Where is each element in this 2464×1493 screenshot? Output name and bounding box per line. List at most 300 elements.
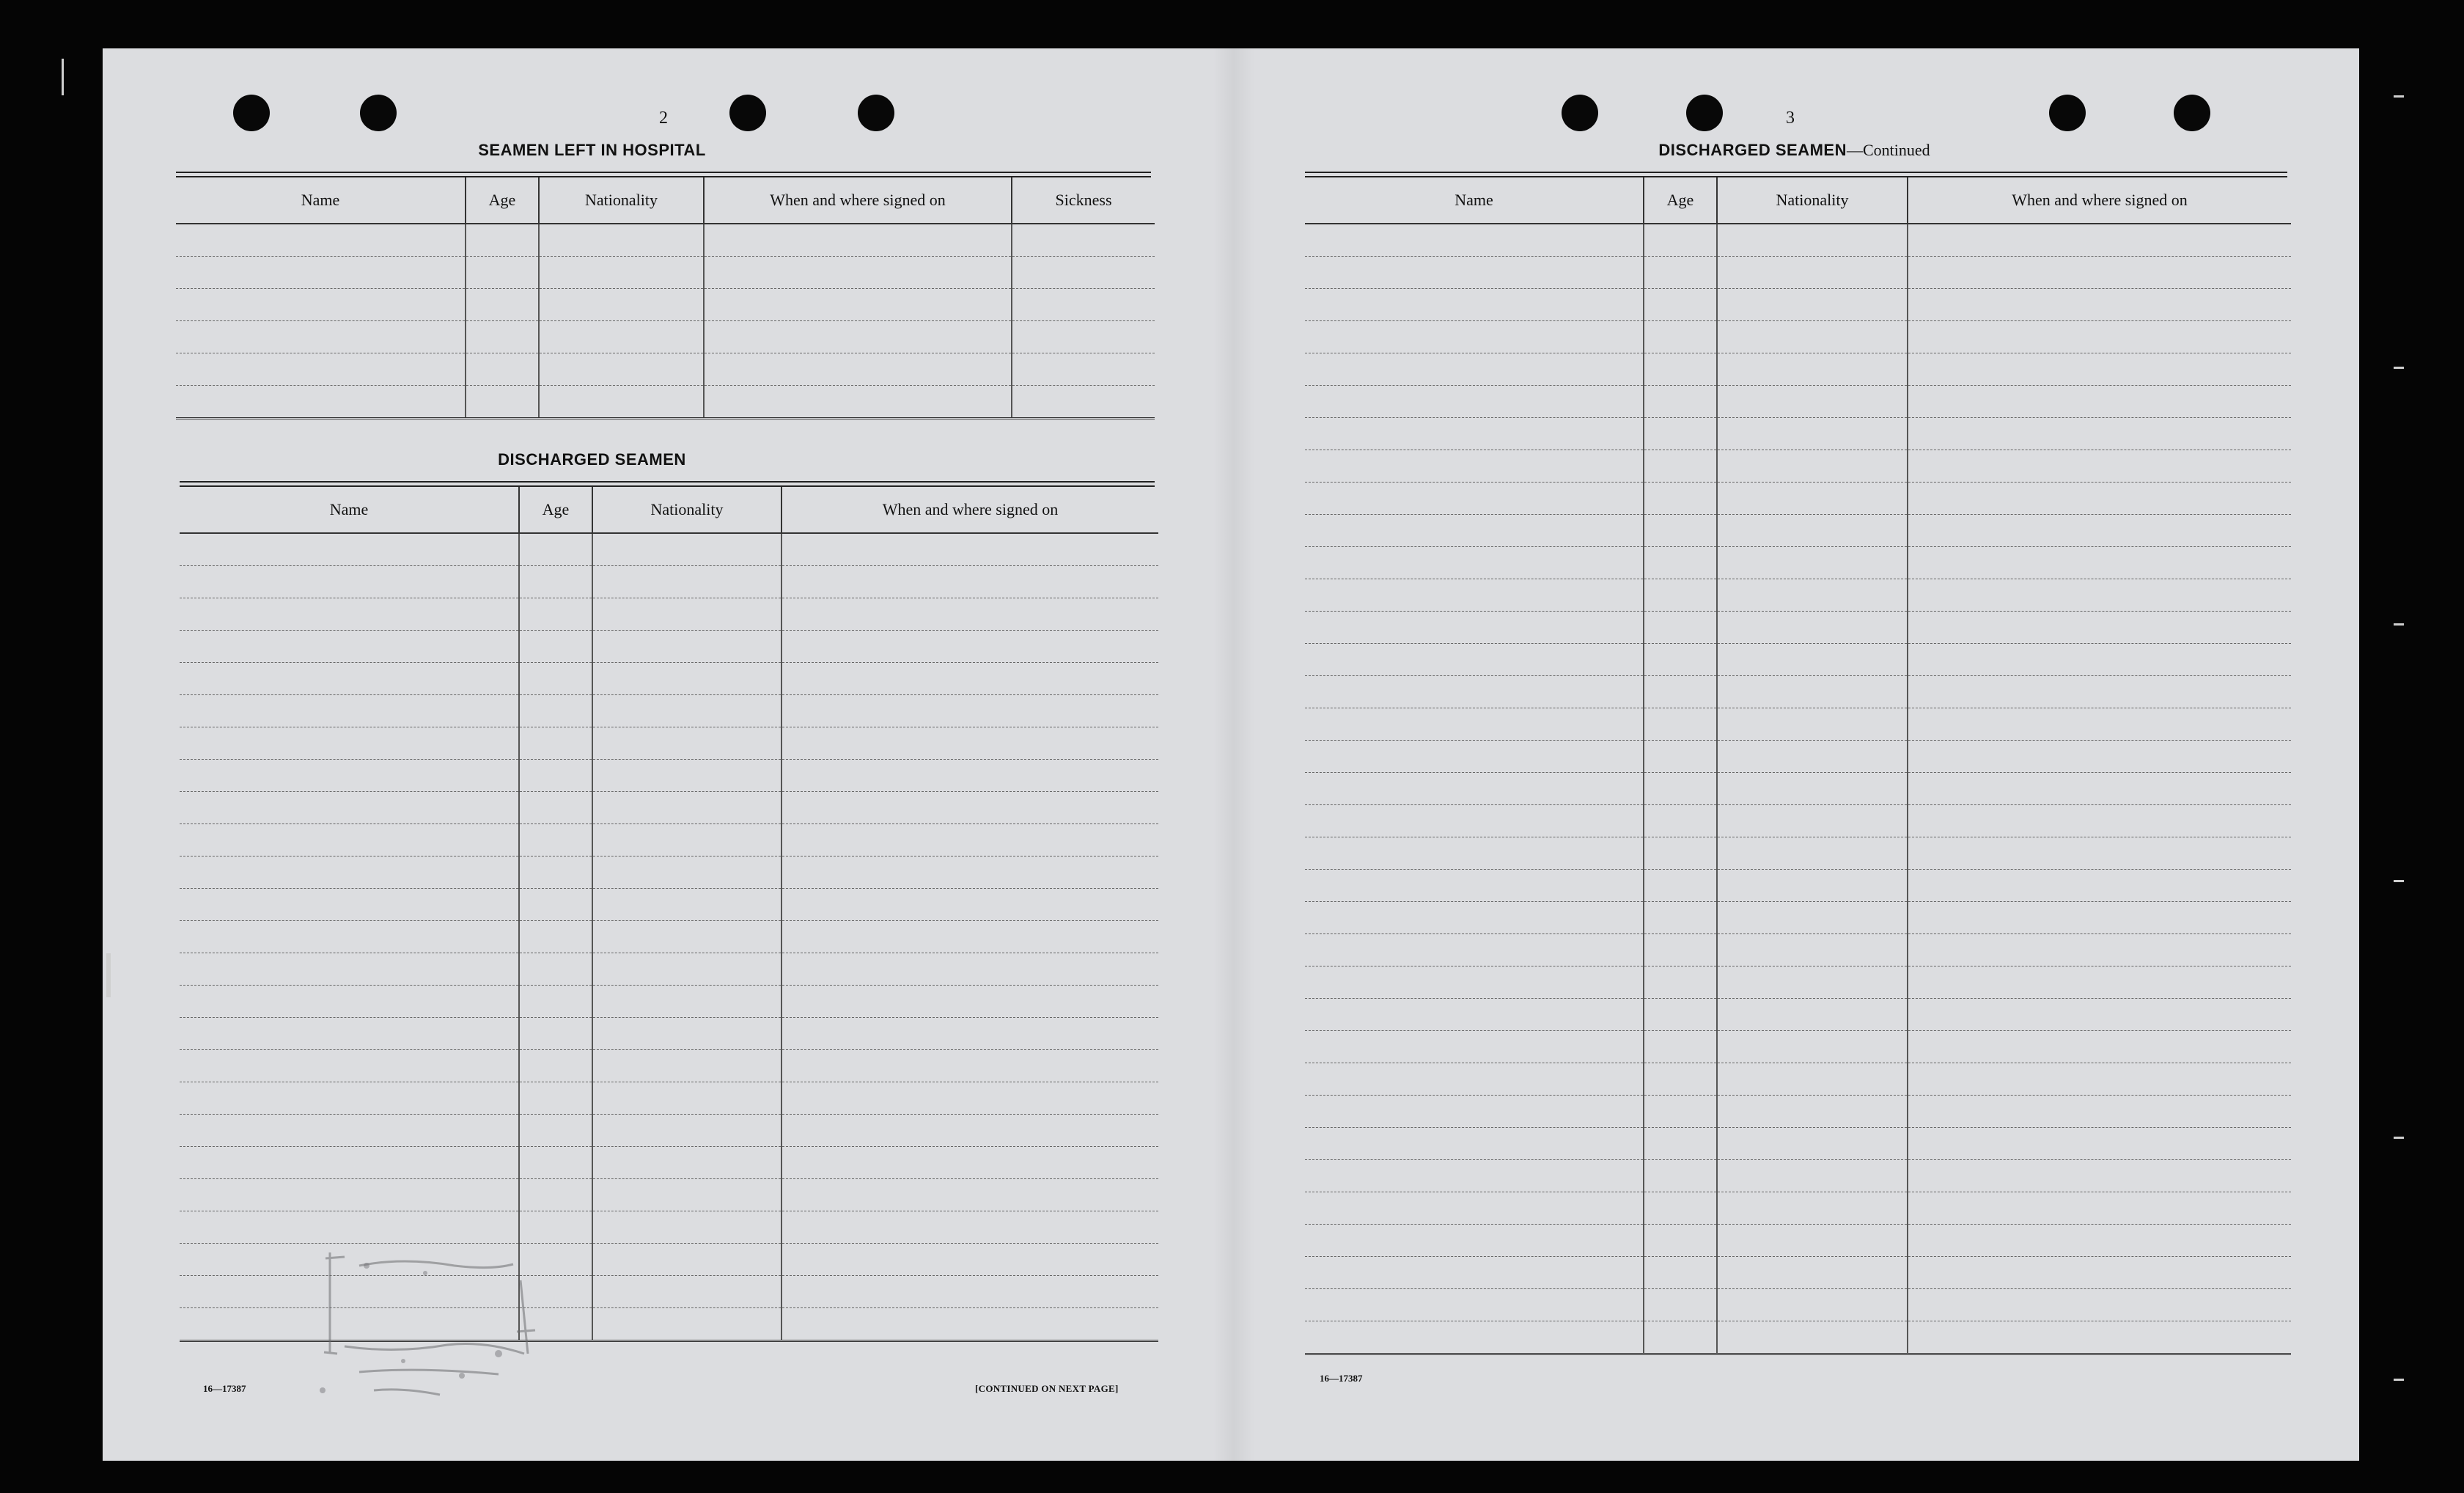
table-cell [592, 986, 782, 1018]
table-cell [1305, 450, 1644, 483]
scan-edge-mark [2394, 1137, 2404, 1139]
table-cell [704, 321, 1012, 353]
scan-edge-mark [106, 953, 111, 997]
table-cell [1305, 579, 1644, 612]
table-cell [180, 1018, 519, 1050]
table-cell [1644, 289, 1717, 321]
table-row [180, 1018, 1158, 1050]
table-cell [180, 727, 519, 760]
table-cell [782, 1050, 1158, 1082]
table-cell [1717, 1289, 1908, 1321]
table-cell [1644, 515, 1717, 547]
hospital-table [176, 177, 1155, 419]
table-row [1305, 999, 2291, 1031]
section-title-text: DISCHARGED SEAMEN [1658, 141, 1847, 159]
table-cell [1908, 966, 2291, 999]
table-cell [180, 824, 519, 856]
table-cell [782, 986, 1158, 1018]
table-row [180, 566, 1158, 598]
table-cell [1012, 386, 1155, 419]
discharged-continued-header-age: Age [1644, 177, 1717, 224]
table-cell [176, 289, 466, 321]
discharged-header-nationality: Nationality [592, 487, 782, 533]
table-cell [1644, 1225, 1717, 1257]
table-cell [1717, 676, 1908, 708]
table-cell [1305, 934, 1644, 966]
table-cell [1644, 644, 1717, 676]
table-cell [466, 386, 539, 419]
table-cell [180, 856, 519, 889]
table-row [180, 1115, 1158, 1147]
table-cell [519, 986, 592, 1018]
table-cell [519, 921, 592, 953]
table-cell [1644, 870, 1717, 902]
table-cell [1717, 353, 1908, 386]
table-cell [1644, 579, 1717, 612]
table-cell [1305, 708, 1644, 741]
table-row [1305, 515, 2291, 547]
table-row [180, 986, 1158, 1018]
table-row [176, 321, 1155, 353]
table-row [1305, 1225, 2291, 1257]
table-cell [1305, 1031, 1644, 1063]
table-cell [1717, 966, 1908, 999]
table-cell [176, 386, 466, 419]
table-cell [782, 1147, 1158, 1179]
punch-hole [1562, 95, 1598, 131]
table-cell [592, 663, 782, 695]
table-cell [1908, 1063, 2291, 1096]
table-row [180, 1147, 1158, 1179]
discharged-continued-header-when-and-where-signed-on: When and where signed on [1908, 177, 2291, 224]
section-title-discharged: DISCHARGED SEAMEN [498, 450, 686, 469]
table-cell [1717, 1160, 1908, 1192]
table-cell [782, 1211, 1158, 1244]
table-cell [782, 598, 1158, 631]
table-cell [466, 321, 539, 353]
table-cell [1717, 547, 1908, 579]
section-title-suffix: —Continued [1846, 141, 1930, 159]
table-cell [180, 1147, 519, 1179]
table-cell [1908, 579, 2291, 612]
table-cell [592, 727, 782, 760]
table-cell [592, 1244, 782, 1276]
table-cell [592, 856, 782, 889]
table-cell [1305, 966, 1644, 999]
table-cell [592, 1018, 782, 1050]
table-row [1305, 612, 2291, 644]
table-row [1305, 1192, 2291, 1225]
table-cell [1908, 1192, 2291, 1225]
table-cell [1305, 644, 1644, 676]
table-cell [1305, 1063, 1644, 1096]
table-cell [519, 598, 592, 631]
page-number-left: 2 [659, 109, 668, 128]
table-cell [1305, 224, 1644, 257]
table-cell [1908, 1321, 2291, 1354]
table-cell [519, 1147, 592, 1179]
form-number-left: 16—17387 [203, 1383, 246, 1394]
table-cell [1908, 1096, 2291, 1128]
table-cell [180, 1179, 519, 1211]
table-cell [1717, 418, 1908, 450]
table-cell [1908, 450, 2291, 483]
table-cell [1305, 1160, 1644, 1192]
table-cell [539, 289, 704, 321]
table-cell [1908, 289, 2291, 321]
table-cell [1644, 1321, 1717, 1354]
table-cell [519, 760, 592, 792]
table-row [180, 1050, 1158, 1082]
table-cell [1305, 257, 1644, 289]
table-cell [1305, 483, 1644, 515]
table-cell [539, 257, 704, 289]
table-cell [1908, 418, 2291, 450]
table-cell [1908, 1128, 2291, 1160]
table-row [1305, 741, 2291, 773]
discharged-table [180, 487, 1158, 1342]
table-cell [592, 1050, 782, 1082]
table-row [1305, 1096, 2291, 1128]
table-cell [592, 1308, 782, 1341]
section-title-discharged-continued [1305, 141, 2284, 160]
table-cell [782, 792, 1158, 824]
table-cell [180, 1082, 519, 1115]
faded-stamp [315, 1244, 586, 1405]
table-cell [1644, 741, 1717, 773]
table-cell [782, 1115, 1158, 1147]
table-cell [1305, 1128, 1644, 1160]
discharged-continued-table [1305, 177, 2291, 1355]
table-cell [782, 1276, 1158, 1308]
discharged-header-when-and-where-signed-on: When and where signed on [782, 487, 1158, 533]
table-cell [180, 953, 519, 986]
table-cell [782, 566, 1158, 598]
table-cell [1305, 676, 1644, 708]
table-cell [1717, 1096, 1908, 1128]
table-cell [1908, 741, 2291, 773]
table-cell [1644, 934, 1717, 966]
table-cell [782, 953, 1158, 986]
table-cell [1717, 1257, 1908, 1289]
table-cell [1305, 547, 1644, 579]
table-cell [592, 1115, 782, 1147]
table-cell [1717, 1225, 1908, 1257]
table-cell [180, 663, 519, 695]
table-cell [1305, 289, 1644, 321]
table-row [1305, 1257, 2291, 1289]
table-cell [1908, 515, 2291, 547]
table-cell [592, 1147, 782, 1179]
table-cell [704, 353, 1012, 386]
table-cell [176, 353, 466, 386]
table-cell [519, 824, 592, 856]
table-row [1305, 1128, 2291, 1160]
table-row [180, 856, 1158, 889]
table-cell [1908, 1031, 2291, 1063]
table-row [180, 695, 1158, 727]
table-cell [1908, 999, 2291, 1031]
table-cell [592, 1179, 782, 1211]
table-cell [782, 727, 1158, 760]
table-row [180, 824, 1158, 856]
table-row [1305, 386, 2291, 418]
table-row [1305, 547, 2291, 579]
table-cell [1644, 708, 1717, 741]
table-cell [782, 921, 1158, 953]
table-cell [1644, 257, 1717, 289]
table-cell [592, 1082, 782, 1115]
table-row [180, 889, 1158, 921]
table-cell [1908, 1289, 2291, 1321]
table-row [1305, 708, 2291, 741]
table-row [1305, 805, 2291, 837]
table-row [180, 792, 1158, 824]
table-cell [592, 631, 782, 663]
table-cell [1644, 676, 1717, 708]
table-row [176, 257, 1155, 289]
table-cell [1644, 805, 1717, 837]
table-cell [1908, 612, 2291, 644]
rule-hospital-top [176, 172, 1151, 177]
table-cell [539, 321, 704, 353]
table-cell [1644, 1257, 1717, 1289]
table-cell [1644, 902, 1717, 934]
punch-hole [360, 95, 397, 131]
table-cell [1908, 386, 2291, 418]
table-cell [1644, 1096, 1717, 1128]
table-cell [1305, 1096, 1644, 1128]
table-row [1305, 1160, 2291, 1192]
table-cell [1012, 257, 1155, 289]
table-cell [180, 889, 519, 921]
table-cell [1305, 999, 1644, 1031]
table-cell [782, 1018, 1158, 1050]
table-cell [782, 663, 1158, 695]
table-cell [1908, 1160, 2291, 1192]
table-cell [466, 289, 539, 321]
hospital-header-nationality: Nationality [539, 177, 704, 224]
punch-hole [858, 95, 894, 131]
table-cell [180, 792, 519, 824]
form-sheet [103, 48, 2359, 1461]
table-cell [1644, 612, 1717, 644]
table-row [1305, 837, 2291, 870]
table-cell [176, 224, 466, 257]
table-cell [1644, 966, 1717, 999]
table-cell [1908, 870, 2291, 902]
table-row [1305, 1063, 2291, 1096]
table-cell [519, 1115, 592, 1147]
table-cell [180, 631, 519, 663]
table-cell [466, 257, 539, 289]
table-cell [1305, 741, 1644, 773]
table-cell [1717, 741, 1908, 773]
table-cell [1908, 676, 2291, 708]
table-cell [1305, 515, 1644, 547]
table-cell [1305, 902, 1644, 934]
table-cell [519, 1050, 592, 1082]
table-cell [1908, 1257, 2291, 1289]
hospital-header-name: Name [176, 177, 466, 224]
table-cell [519, 631, 592, 663]
table-cell [1644, 386, 1717, 418]
rule-discharged-continued-top [1305, 172, 2287, 177]
table-row [180, 1179, 1158, 1211]
table-cell [1908, 708, 2291, 741]
table-cell [1012, 353, 1155, 386]
table-row [180, 598, 1158, 631]
page-number-right: 3 [1786, 109, 1795, 128]
table-cell [1717, 579, 1908, 612]
table-cell [1717, 1128, 1908, 1160]
table-row [1305, 353, 2291, 386]
table-cell [592, 566, 782, 598]
table-row [1305, 483, 2291, 515]
table-cell [519, 727, 592, 760]
table-cell [1717, 708, 1908, 741]
punch-hole [1686, 95, 1723, 131]
table-cell [1717, 1321, 1908, 1354]
table-cell [519, 953, 592, 986]
table-cell [1305, 1257, 1644, 1289]
table-cell [782, 533, 1158, 566]
table-cell [180, 695, 519, 727]
table-cell [1717, 934, 1908, 966]
table-cell [1644, 547, 1717, 579]
table-cell [1908, 224, 2291, 257]
form-number-right: 16—17387 [1320, 1373, 1363, 1384]
table-cell [1305, 1192, 1644, 1225]
table-cell [1644, 450, 1717, 483]
table-cell [1717, 902, 1908, 934]
table-cell [1305, 837, 1644, 870]
table-cell [1305, 805, 1644, 837]
discharged-continued-header-nationality: Nationality [1717, 177, 1908, 224]
table-row [1305, 579, 2291, 612]
table-cell [1908, 644, 2291, 676]
table-cell [1305, 870, 1644, 902]
punch-hole [2174, 95, 2210, 131]
hospital-header-when-and-where-signed-on: When and where signed on [704, 177, 1012, 224]
table-row [1305, 773, 2291, 805]
table-cell [1644, 837, 1717, 870]
scan-edge-mark [2394, 880, 2404, 882]
table-row [180, 921, 1158, 953]
scan-edge-mark [2394, 95, 2404, 98]
table-row [176, 224, 1155, 257]
table-cell [1644, 999, 1717, 1031]
table-cell [176, 321, 466, 353]
table-cell [539, 224, 704, 257]
table-cell [1908, 547, 2291, 579]
table-cell [1908, 837, 2291, 870]
table-cell [592, 760, 782, 792]
punch-hole [233, 95, 270, 131]
table-cell [180, 760, 519, 792]
table-cell [1717, 1031, 1908, 1063]
table-cell [1908, 1225, 2291, 1257]
table-row [180, 953, 1158, 986]
table-cell [1717, 483, 1908, 515]
table-cell [592, 824, 782, 856]
table-cell [1717, 515, 1908, 547]
table-cell [519, 695, 592, 727]
table-row [1305, 1031, 2291, 1063]
table-cell [519, 856, 592, 889]
table-row [1305, 902, 2291, 934]
table-cell [180, 1115, 519, 1147]
table-cell [466, 353, 539, 386]
table-cell [1305, 321, 1644, 353]
table-cell [1644, 483, 1717, 515]
table-row [180, 760, 1158, 792]
table-cell [1644, 1063, 1717, 1096]
table-row [180, 663, 1158, 695]
table-cell [782, 631, 1158, 663]
table-cell [1644, 353, 1717, 386]
table-cell [180, 1050, 519, 1082]
table-cell [180, 1211, 519, 1244]
table-cell [1305, 386, 1644, 418]
table-cell [519, 889, 592, 921]
table-cell [1717, 257, 1908, 289]
table-cell [1717, 1192, 1908, 1225]
table-cell [1644, 418, 1717, 450]
table-cell [1717, 321, 1908, 353]
center-fold [1213, 48, 1254, 1461]
discharged-header-age: Age [519, 487, 592, 533]
table-cell [592, 695, 782, 727]
table-row [1305, 224, 2291, 257]
table-cell [1012, 289, 1155, 321]
table-cell [1717, 224, 1908, 257]
table-cell [1908, 353, 2291, 386]
table-row [1305, 418, 2291, 450]
table-row [1305, 676, 2291, 708]
table-cell [592, 921, 782, 953]
table-cell [1908, 934, 2291, 966]
table-cell [519, 1211, 592, 1244]
table-cell [1305, 773, 1644, 805]
table-cell [1717, 773, 1908, 805]
table-cell [1644, 773, 1717, 805]
table-cell [704, 386, 1012, 419]
continued-note: [CONTINUED ON NEXT PAGE] [975, 1383, 1119, 1394]
table-cell [782, 760, 1158, 792]
hospital-header-sickness: Sickness [1012, 177, 1155, 224]
table-cell [519, 533, 592, 566]
table-cell [782, 1179, 1158, 1211]
table-cell [592, 598, 782, 631]
table-cell [1644, 1128, 1717, 1160]
table-cell [519, 1082, 592, 1115]
table-cell [180, 598, 519, 631]
discharged-header-name: Name [180, 487, 519, 533]
table-row [180, 631, 1158, 663]
table-cell [782, 856, 1158, 889]
table-row [1305, 289, 2291, 321]
table-cell [1908, 773, 2291, 805]
table-cell [1012, 224, 1155, 257]
punch-hole [729, 95, 766, 131]
table-cell [1908, 902, 2291, 934]
table-cell [1305, 612, 1644, 644]
table-row [180, 727, 1158, 760]
table-row [176, 289, 1155, 321]
table-cell [592, 1211, 782, 1244]
table-cell [592, 953, 782, 986]
